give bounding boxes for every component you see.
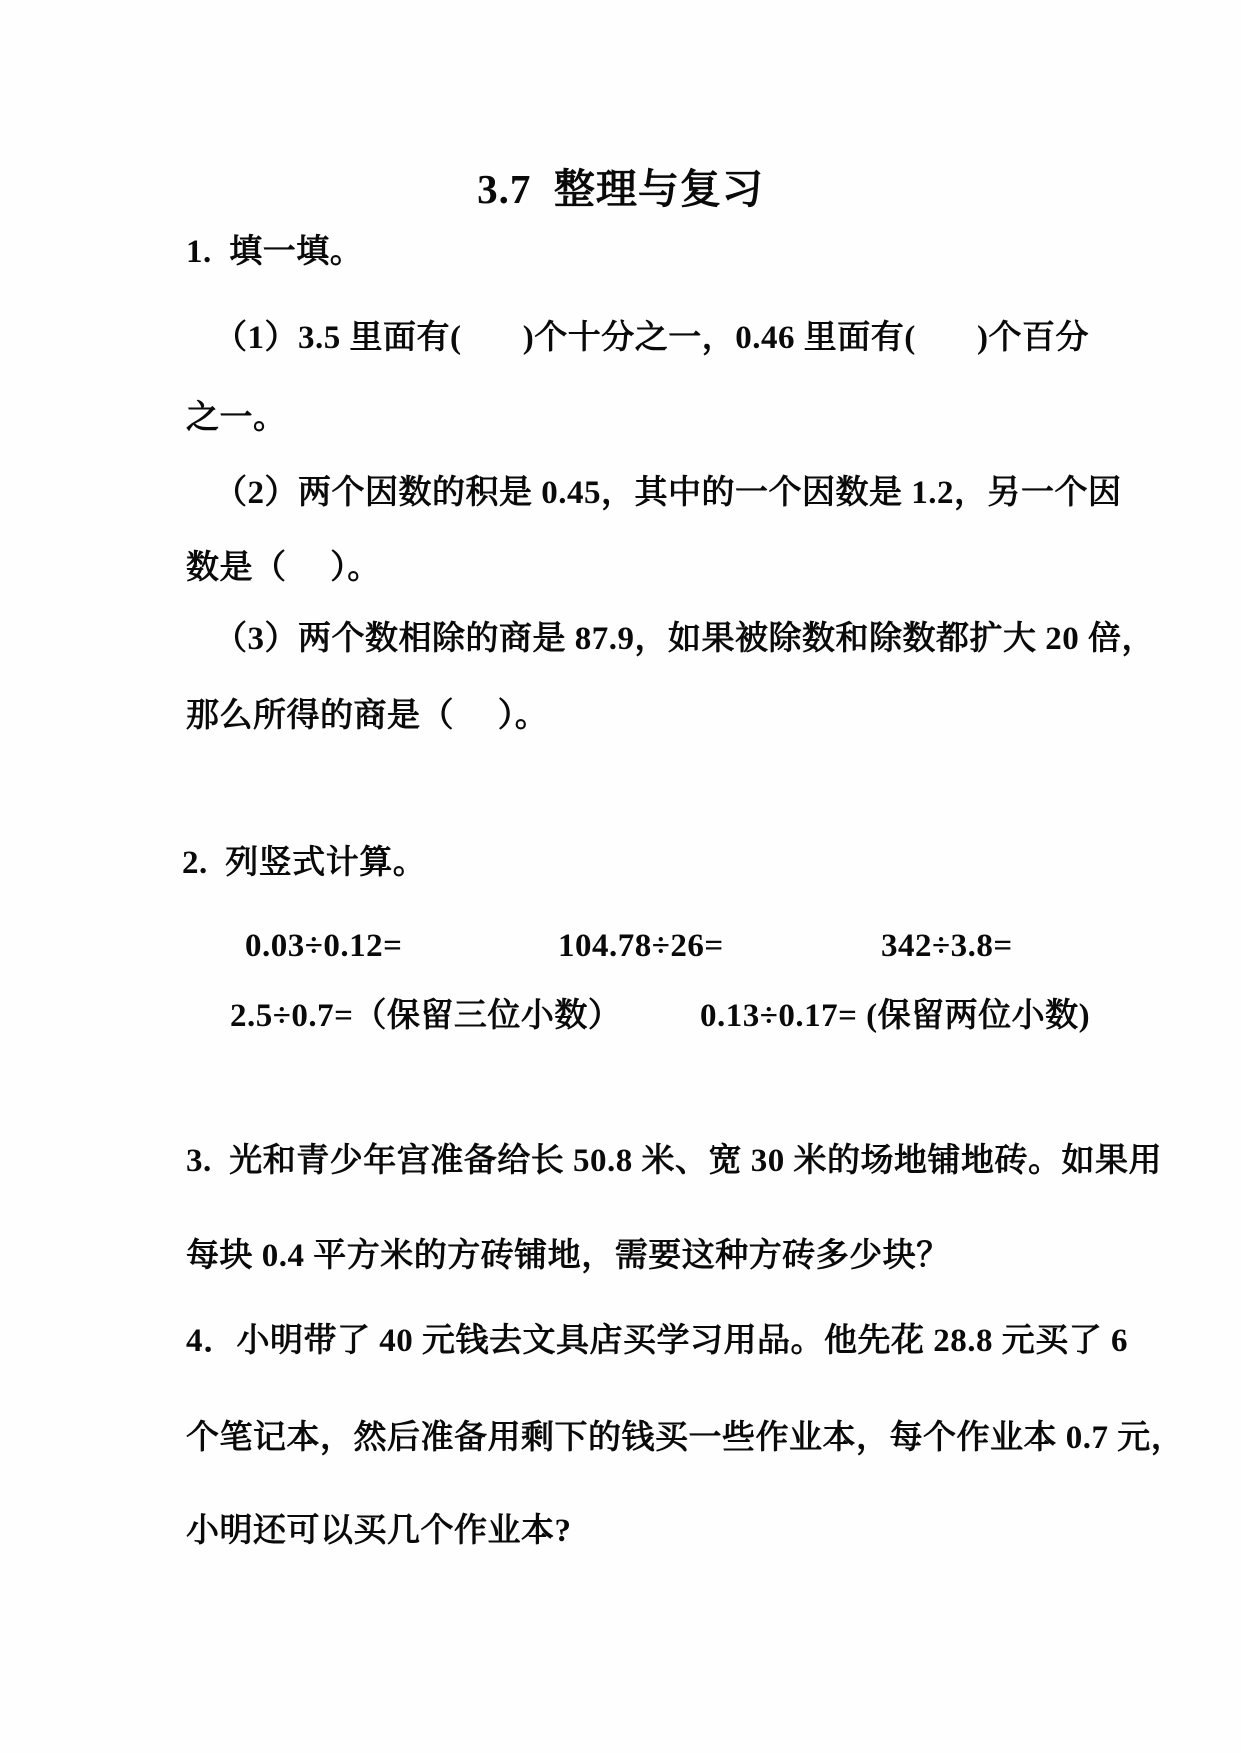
question-1-sub1-line1: （1）3.5 里面有( )个十分之一，0.46 里面有( )个百分	[214, 320, 1089, 356]
question-1-sub3-line2: 那么所得的商是（ ）。	[186, 698, 549, 734]
question-3-line1: 3. 光和青少年宫准备给长 50.8 米、宽 30 米的场地铺地砖。如果用	[186, 1143, 1162, 1179]
question-1-sub3-line1: （3）两个数相除的商是 87.9，如果被除数和除数都扩大 20 倍，	[214, 621, 1155, 657]
question-1-sub1-line2: 之一。	[186, 400, 287, 436]
question-1-sub2-line2: 数是（ ）。	[186, 550, 381, 586]
question-1-sub2-line1: （2）两个因数的积是 0.45，其中的一个因数是 1.2，另一个因	[214, 475, 1122, 511]
question-1-heading: 1. 填一填。	[186, 234, 364, 270]
calc-expression-5: 0.13÷0.17= (保留两位小数)	[700, 998, 1091, 1034]
page-title: 3.7 整理与复习	[477, 166, 764, 212]
question-4-line1: 4．小明带了 40 元钱去文具店买学习用品。他先花 28.8 元买了 6	[186, 1323, 1128, 1359]
question-3-line2: 每块 0.4 平方米的方砖铺地，需要这种方砖多少块？	[186, 1238, 950, 1274]
question-4-line2: 个笔记本，然后准备用剩下的钱买一些作业本，每个作业本 0.7 元，	[186, 1420, 1185, 1456]
question-4-line3: 小明还可以买几个作业本?	[186, 1513, 572, 1549]
question-2-heading: 2. 列竖式计算。	[182, 845, 427, 881]
calc-expression-2: 104.78÷26=	[558, 928, 724, 964]
calc-expression-3: 342÷3.8=	[881, 928, 1013, 964]
calc-expression-4: 2.5÷0.7=（保留三位小数）	[230, 998, 622, 1034]
calc-expression-1: 0.03÷0.12=	[245, 928, 403, 964]
